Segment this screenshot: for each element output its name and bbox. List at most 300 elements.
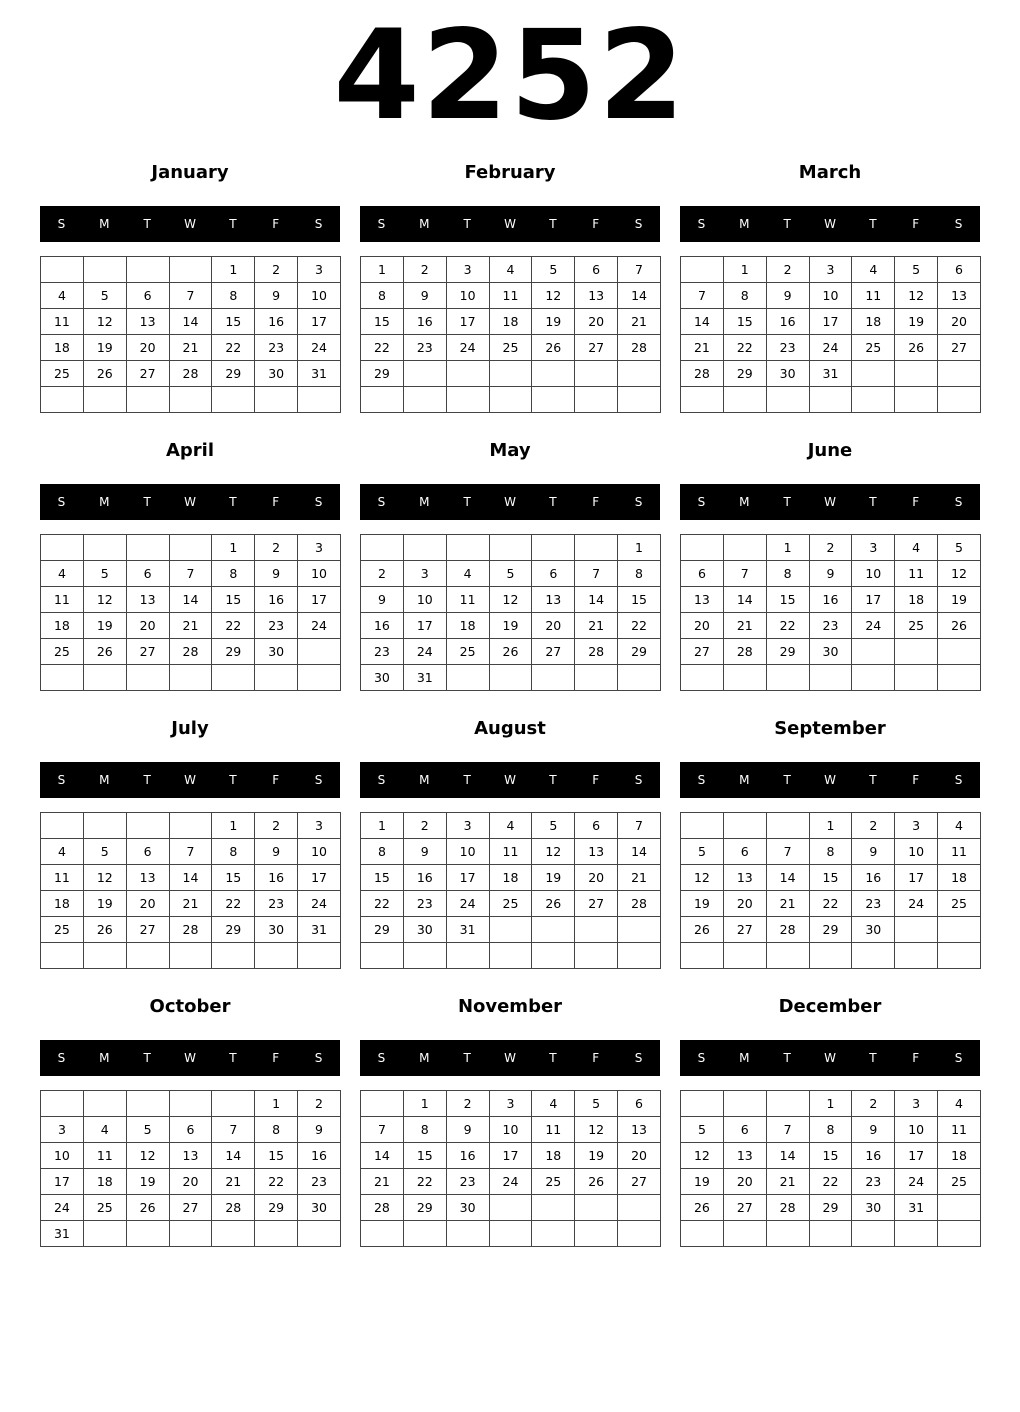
weekday-header-bar: [40, 762, 340, 798]
weekday-label: T: [549, 217, 557, 231]
day-cell: 7: [212, 1117, 255, 1143]
day-cell: 14: [766, 1143, 809, 1169]
day-cell: 15: [361, 865, 404, 891]
day-cell: 9: [852, 1117, 895, 1143]
weekday-header-bar: [680, 484, 980, 520]
day-cell: 12: [83, 587, 126, 613]
day-cell: 12: [895, 283, 938, 309]
weekday-label: F: [912, 773, 920, 787]
week-row: [681, 387, 981, 413]
day-cell: 25: [852, 335, 895, 361]
day-cell: 18: [532, 1143, 575, 1169]
day-cell: [41, 535, 84, 561]
day-cell: 23: [446, 1169, 489, 1195]
day-cell: 5: [532, 257, 575, 283]
day-cell: 10: [446, 283, 489, 309]
day-cell: 16: [255, 865, 298, 891]
day-cell: [809, 665, 852, 691]
weekday-label: W: [824, 1051, 836, 1065]
day-cell: 30: [852, 1195, 895, 1221]
day-cell: 26: [681, 917, 724, 943]
week-row: [41, 335, 341, 361]
day-cell: 20: [681, 613, 724, 639]
weekday-header-bar: [360, 206, 660, 242]
day-cell: 28: [766, 917, 809, 943]
day-cell: 6: [126, 839, 169, 865]
day-cell: 26: [83, 639, 126, 665]
day-cell: 17: [41, 1169, 84, 1195]
day-cell: 7: [169, 839, 212, 865]
weekday-label: F: [592, 217, 600, 231]
day-cell: [403, 535, 446, 561]
day-cell: 22: [403, 1169, 446, 1195]
day-cell: 9: [852, 839, 895, 865]
weekday-label: T: [143, 495, 151, 509]
day-cell: 12: [681, 865, 724, 891]
day-cell: 13: [938, 283, 981, 309]
week-row: [681, 1169, 981, 1195]
day-cell: 4: [938, 813, 981, 839]
day-cell: 7: [766, 1117, 809, 1143]
weekday-label: W: [184, 1051, 196, 1065]
day-cell: 19: [938, 587, 981, 613]
day-cell: 1: [766, 535, 809, 561]
day-cell: 31: [298, 917, 341, 943]
day-cell: 2: [361, 561, 404, 587]
day-cell: 27: [723, 917, 766, 943]
day-cell: [575, 387, 618, 413]
day-cell: [575, 1195, 618, 1221]
day-cell: 4: [852, 257, 895, 283]
weekday-label: S: [954, 1051, 963, 1065]
week-row: [41, 309, 341, 335]
day-cell: [618, 917, 661, 943]
month-name: July: [171, 718, 209, 739]
weekday-label: S: [57, 495, 66, 509]
day-cell: 19: [532, 865, 575, 891]
weekday-label: F: [592, 495, 600, 509]
day-cell: 18: [852, 309, 895, 335]
day-cell: 16: [766, 309, 809, 335]
day-cell: 3: [489, 1091, 532, 1117]
day-cell: [723, 1221, 766, 1247]
weekday-label: W: [504, 773, 516, 787]
day-cell: 24: [809, 335, 852, 361]
weekday-label: S: [314, 1051, 323, 1065]
day-cell: [126, 257, 169, 283]
day-cell: 5: [575, 1091, 618, 1117]
weekday-header-bar: [40, 484, 340, 520]
day-cell: 21: [766, 1169, 809, 1195]
day-cell: [126, 1221, 169, 1247]
day-cell: [169, 813, 212, 839]
weekday-label: F: [912, 495, 920, 509]
week-row: [681, 283, 981, 309]
day-cell: 30: [255, 639, 298, 665]
day-cell: 14: [766, 865, 809, 891]
day-cell: 16: [852, 865, 895, 891]
day-cell: [938, 917, 981, 943]
day-cell: 20: [938, 309, 981, 335]
week-row: [41, 943, 341, 969]
day-cell: 24: [446, 335, 489, 361]
day-cell: 16: [852, 1143, 895, 1169]
day-cell: [895, 387, 938, 413]
day-cell: 2: [852, 813, 895, 839]
day-cell: 10: [41, 1143, 84, 1169]
weekday-header-bar: [360, 484, 660, 520]
day-cell: [766, 1091, 809, 1117]
day-cell: 16: [403, 309, 446, 335]
day-cell: 20: [126, 891, 169, 917]
day-cell: 11: [938, 1117, 981, 1143]
day-cell: 22: [723, 335, 766, 361]
day-cell: [489, 665, 532, 691]
day-cell: [83, 813, 126, 839]
day-cell: 17: [489, 1143, 532, 1169]
day-cell: 15: [212, 587, 255, 613]
month-name: December: [778, 996, 882, 1017]
day-cell: 22: [361, 891, 404, 917]
day-cell: [938, 639, 981, 665]
day-cell: 11: [83, 1143, 126, 1169]
day-cell: 10: [895, 839, 938, 865]
day-cell: 12: [83, 865, 126, 891]
day-cell: 18: [446, 613, 489, 639]
day-cell: 13: [126, 309, 169, 335]
day-cell: 7: [766, 839, 809, 865]
day-cell: [532, 1221, 575, 1247]
week-row: [361, 309, 661, 335]
day-cell: 21: [618, 309, 661, 335]
day-cell: 17: [446, 865, 489, 891]
day-cell: [169, 387, 212, 413]
day-cell: 25: [938, 891, 981, 917]
day-cell: 25: [83, 1195, 126, 1221]
weekday-header-bar: [680, 762, 980, 798]
weekday-label: M: [419, 217, 430, 231]
day-cell: 17: [852, 587, 895, 613]
day-cell: [723, 535, 766, 561]
weekday-label: T: [463, 773, 471, 787]
day-cell: [852, 943, 895, 969]
day-cell: 12: [938, 561, 981, 587]
day-cell: 12: [681, 1143, 724, 1169]
week-row: [361, 561, 661, 587]
day-cell: [169, 943, 212, 969]
week-row: [41, 865, 341, 891]
week-row: [41, 613, 341, 639]
month-name: April: [165, 440, 215, 461]
day-cell: 27: [575, 335, 618, 361]
day-cell: 3: [41, 1117, 84, 1143]
week-row: [361, 917, 661, 943]
days-table: [40, 256, 341, 413]
day-cell: [766, 387, 809, 413]
day-cell: [255, 387, 298, 413]
day-cell: [361, 1091, 404, 1117]
day-cell: 24: [895, 891, 938, 917]
weekday-label: T: [869, 1051, 877, 1065]
day-cell: 16: [298, 1143, 341, 1169]
week-row: [41, 561, 341, 587]
day-cell: 10: [489, 1117, 532, 1143]
week-row: [681, 917, 981, 943]
week-row: [361, 865, 661, 891]
day-cell: [41, 257, 84, 283]
day-cell: 8: [809, 839, 852, 865]
day-cell: 20: [126, 613, 169, 639]
day-cell: 3: [809, 257, 852, 283]
day-cell: [255, 1221, 298, 1247]
day-cell: 30: [298, 1195, 341, 1221]
day-cell: [126, 813, 169, 839]
day-cell: [41, 1091, 84, 1117]
day-cell: [852, 1221, 895, 1247]
day-cell: 9: [361, 587, 404, 613]
week-row: [41, 839, 341, 865]
day-cell: [575, 917, 618, 943]
day-cell: 2: [403, 813, 446, 839]
day-cell: [298, 943, 341, 969]
day-cell: 19: [681, 891, 724, 917]
day-cell: 29: [403, 1195, 446, 1221]
day-cell: 19: [681, 1169, 724, 1195]
week-row: [41, 1195, 341, 1221]
day-cell: [532, 387, 575, 413]
weekday-label: W: [824, 773, 836, 787]
weekday-label: S: [697, 217, 706, 231]
day-cell: 26: [938, 613, 981, 639]
day-cell: 25: [489, 891, 532, 917]
day-cell: [895, 917, 938, 943]
day-cell: 2: [403, 257, 446, 283]
day-cell: 2: [766, 257, 809, 283]
day-cell: 16: [255, 309, 298, 335]
weekday-label: M: [739, 773, 750, 787]
day-cell: [723, 665, 766, 691]
day-cell: 25: [41, 917, 84, 943]
day-cell: 7: [169, 561, 212, 587]
day-cell: [298, 1221, 341, 1247]
day-cell: 8: [618, 561, 661, 587]
day-cell: [83, 535, 126, 561]
day-cell: 4: [41, 283, 84, 309]
day-cell: 22: [809, 1169, 852, 1195]
weekday-label: S: [377, 773, 386, 787]
weekday-label: F: [272, 1051, 280, 1065]
day-cell: 29: [361, 361, 404, 387]
day-cell: 18: [41, 613, 84, 639]
day-cell: [212, 665, 255, 691]
day-cell: 23: [403, 335, 446, 361]
weekday-label: M: [99, 1051, 110, 1065]
week-row: [361, 1117, 661, 1143]
day-cell: 1: [255, 1091, 298, 1117]
weekday-label: T: [549, 1051, 557, 1065]
week-row: [41, 665, 341, 691]
weekday-label: T: [143, 217, 151, 231]
weekday-header-bar: [680, 206, 980, 242]
weekday-label: F: [592, 773, 600, 787]
day-cell: 11: [895, 561, 938, 587]
day-cell: [446, 387, 489, 413]
day-cell: [723, 387, 766, 413]
day-cell: [852, 639, 895, 665]
day-cell: 30: [852, 917, 895, 943]
day-cell: [618, 665, 661, 691]
day-cell: [532, 917, 575, 943]
weekday-label: F: [272, 495, 280, 509]
month-name: May: [489, 440, 531, 461]
weekday-label: F: [592, 1051, 600, 1065]
day-cell: 20: [169, 1169, 212, 1195]
week-row: [681, 335, 981, 361]
day-cell: [938, 1221, 981, 1247]
day-cell: [403, 361, 446, 387]
day-cell: 4: [41, 561, 84, 587]
day-cell: 30: [361, 665, 404, 691]
weekday-label: S: [634, 1051, 643, 1065]
days-table: [40, 534, 341, 691]
day-cell: 8: [809, 1117, 852, 1143]
day-cell: 27: [938, 335, 981, 361]
day-cell: 15: [809, 1143, 852, 1169]
day-cell: 5: [489, 561, 532, 587]
week-row: [681, 1091, 981, 1117]
day-cell: [809, 387, 852, 413]
weekday-label: T: [463, 495, 471, 509]
weekday-label: S: [377, 1051, 386, 1065]
day-cell: 10: [809, 283, 852, 309]
day-cell: 2: [809, 535, 852, 561]
weekday-label: S: [314, 773, 323, 787]
day-cell: 31: [298, 361, 341, 387]
day-cell: 3: [403, 561, 446, 587]
day-cell: [575, 1221, 618, 1247]
week-row: [41, 639, 341, 665]
week-row: [361, 1195, 661, 1221]
day-cell: 6: [575, 257, 618, 283]
week-row: [361, 387, 661, 413]
day-cell: 2: [255, 257, 298, 283]
day-cell: [852, 665, 895, 691]
day-cell: 10: [895, 1117, 938, 1143]
day-cell: [809, 1221, 852, 1247]
day-cell: 16: [809, 587, 852, 613]
weekday-label: S: [57, 1051, 66, 1065]
day-cell: 7: [723, 561, 766, 587]
day-cell: 30: [403, 917, 446, 943]
day-cell: [83, 1091, 126, 1117]
day-cell: [532, 665, 575, 691]
day-cell: 3: [895, 1091, 938, 1117]
day-cell: 13: [618, 1117, 661, 1143]
day-cell: 22: [255, 1169, 298, 1195]
day-cell: [489, 1221, 532, 1247]
day-cell: [126, 535, 169, 561]
week-row: [41, 917, 341, 943]
weekday-label: M: [99, 773, 110, 787]
day-cell: 14: [723, 587, 766, 613]
day-cell: 22: [212, 335, 255, 361]
day-cell: 29: [212, 917, 255, 943]
day-cell: 28: [575, 639, 618, 665]
day-cell: 9: [766, 283, 809, 309]
day-cell: 5: [681, 839, 724, 865]
weekday-label: F: [912, 217, 920, 231]
day-cell: 5: [83, 839, 126, 865]
day-cell: 21: [212, 1169, 255, 1195]
day-cell: 19: [83, 613, 126, 639]
day-cell: 4: [83, 1117, 126, 1143]
weekday-label: S: [697, 1051, 706, 1065]
day-cell: 24: [403, 639, 446, 665]
day-cell: 29: [212, 639, 255, 665]
day-cell: [895, 361, 938, 387]
weekday-label: W: [184, 217, 196, 231]
day-cell: [212, 1091, 255, 1117]
day-cell: 10: [298, 561, 341, 587]
day-cell: [126, 1091, 169, 1117]
day-cell: [83, 943, 126, 969]
week-row: [681, 587, 981, 613]
day-cell: [126, 387, 169, 413]
week-row: [361, 1091, 661, 1117]
days-table: [360, 256, 661, 413]
day-cell: [938, 665, 981, 691]
day-cell: [126, 665, 169, 691]
week-row: [41, 1091, 341, 1117]
weekday-label: S: [954, 773, 963, 787]
weekday-label: M: [739, 217, 750, 231]
day-cell: 18: [938, 1143, 981, 1169]
day-cell: 28: [681, 361, 724, 387]
day-cell: 12: [532, 839, 575, 865]
day-cell: [361, 387, 404, 413]
month-name: November: [457, 996, 563, 1017]
day-cell: 12: [575, 1117, 618, 1143]
week-row: [361, 813, 661, 839]
day-cell: [403, 1221, 446, 1247]
day-cell: [681, 943, 724, 969]
day-cell: 24: [298, 613, 341, 639]
weekday-label: T: [143, 773, 151, 787]
day-cell: 25: [895, 613, 938, 639]
day-cell: 18: [895, 587, 938, 613]
day-cell: [681, 257, 724, 283]
day-cell: 23: [852, 1169, 895, 1195]
week-row: [361, 665, 661, 691]
day-cell: 7: [361, 1117, 404, 1143]
day-cell: 21: [618, 865, 661, 891]
day-cell: 19: [575, 1143, 618, 1169]
day-cell: [446, 361, 489, 387]
day-cell: 7: [169, 283, 212, 309]
day-cell: 26: [532, 891, 575, 917]
day-cell: 14: [169, 587, 212, 613]
day-cell: 30: [766, 361, 809, 387]
weekday-label: S: [634, 495, 643, 509]
day-cell: 29: [809, 917, 852, 943]
day-cell: 3: [895, 813, 938, 839]
week-row: [361, 335, 661, 361]
day-cell: [212, 387, 255, 413]
day-cell: 26: [83, 917, 126, 943]
days-table: [360, 1090, 661, 1247]
day-cell: 25: [532, 1169, 575, 1195]
day-cell: 29: [809, 1195, 852, 1221]
